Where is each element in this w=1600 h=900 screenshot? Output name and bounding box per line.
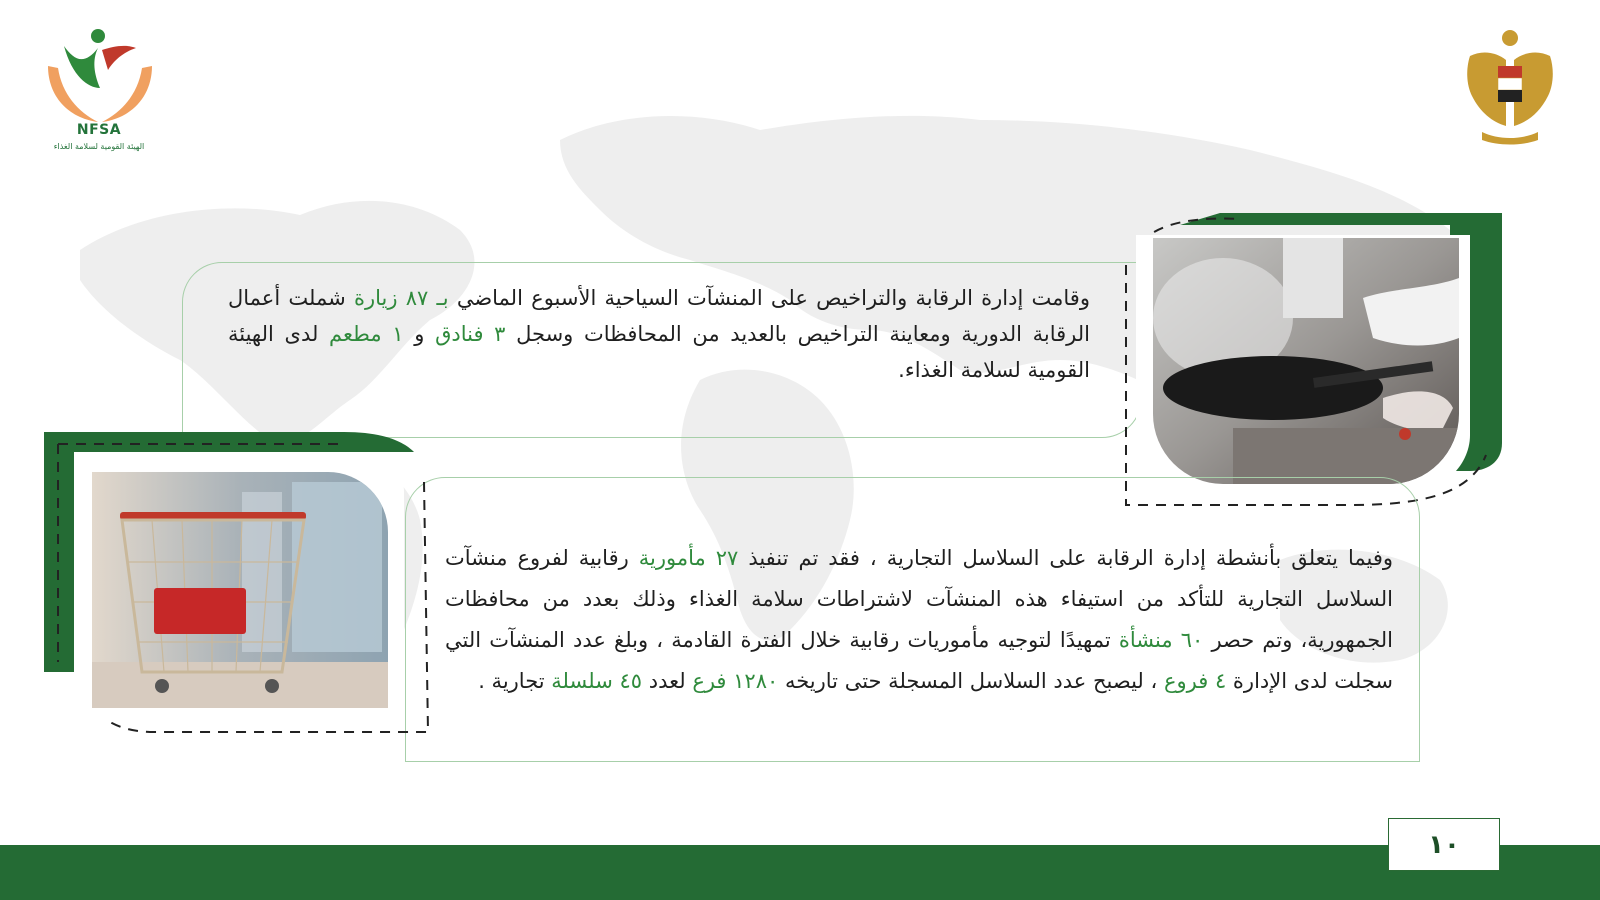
restaurants-count: ١ مطعم <box>329 322 404 346</box>
chains-count: ٤٥ سلسلة <box>551 669 643 693</box>
top-paragraph <box>228 280 1090 388</box>
nfsa-abbr: NFSA <box>76 122 122 138</box>
hotels-count: ٣ فنادق <box>435 322 506 346</box>
facilities-count: ٦٠ منشأة <box>1118 628 1204 652</box>
bottom-text-6: تجارية . <box>478 669 545 693</box>
visits-count: بـ ٨٧ زيارة <box>353 286 449 310</box>
bottom-paragraph <box>445 538 1393 702</box>
footer-bar <box>0 845 1600 900</box>
bottom-text-5: لعدد <box>648 669 686 693</box>
missions-count: ٢٧ مأمورية <box>638 546 739 570</box>
bottom-text-1: وفيما يتعلق بأنشطة إدارة الرقابة على السلاسل التجارية ، فقد تم تنفيذ <box>748 546 1394 570</box>
shopping-cart-photo <box>92 472 388 708</box>
nfsa-logo <box>44 26 160 160</box>
total-branches-count: ١٢٨٠ فرع <box>692 669 779 693</box>
kitchen-cooking-photo <box>1153 238 1459 484</box>
top-line1-text: وقامت إدارة الرقابة والتراخيص على المنشآت السياحية الأسبوع الماضي <box>456 286 1090 310</box>
top-line3-text: وسجل <box>516 322 574 346</box>
top-line3-and: و <box>414 322 425 346</box>
bottom-text-3: تمهيدًا لتوجيه مأموريات رقابية خلال الفترة القادمة ، وبلغ عدد المنشآت التي سجلت لدى الإدارة <box>445 628 1393 693</box>
branches-count: ٤ فروع <box>1163 669 1227 693</box>
egypt-eagle-emblem <box>1462 26 1558 150</box>
nfsa-name: الهيئة القومية لسلامة الغذاء <box>53 142 145 151</box>
top-line3-end: لدى الهيئة القومية لسلامة الغذاء. <box>228 322 1090 382</box>
bottom-text-2: رقابية لفروع منشآت السلاسل التجارية للتأكد من استيفاء هذه المنشآت لاشتراطات سلامة الغذاء وذلك بعدد من محافظات الجمهورية، وتم حصر <box>445 546 1393 652</box>
page-number: ١٠ <box>1388 818 1500 871</box>
top-line2-text: شملت أعمال الرقابة الدورية ومعاينة التراخيص بالعديد من المحافظات <box>228 286 1090 346</box>
bottom-text-4: ، ليصبح عدد السلاسل المسجلة حتى تاريخه <box>784 669 1158 693</box>
